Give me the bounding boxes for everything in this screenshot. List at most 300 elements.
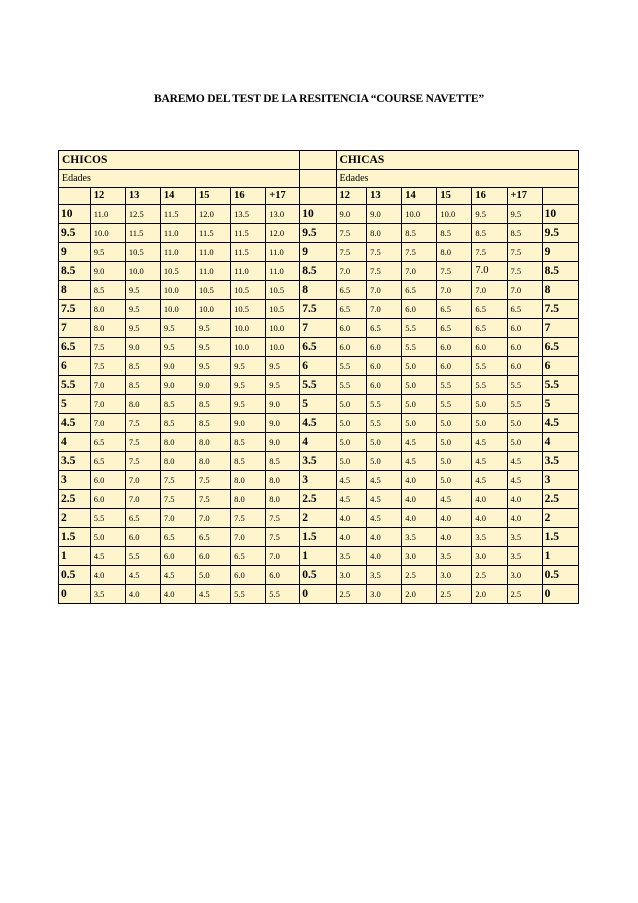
chicos-value: 11.0	[196, 262, 231, 281]
chicos-score: 5.5	[59, 375, 91, 394]
chicas-score: 1.5	[300, 527, 336, 546]
edades-row	[59, 169, 579, 187]
chicas-value: 5.0	[472, 394, 507, 413]
chicos-value: 11.5	[160, 205, 195, 224]
chicas-value: 6.0	[367, 337, 402, 356]
chicos-value: 6.0	[90, 470, 125, 489]
chicas-value: 5.0	[402, 375, 437, 394]
chicas-value: 4.0	[336, 508, 367, 527]
chicas-value: 7.0	[437, 280, 472, 299]
chicas-edades-label: Edades	[336, 169, 578, 187]
separator-cell	[300, 169, 336, 187]
chicas-value: 6.0	[472, 337, 507, 356]
chicos-value: 8.5	[90, 280, 125, 299]
chicos-value: 7.0	[125, 489, 160, 508]
chicos-value: 11.0	[266, 262, 300, 281]
chicas-value: 5.0	[507, 432, 542, 451]
chicas-value: 7.0	[402, 262, 437, 281]
chicas-value: 8.0	[367, 224, 402, 243]
chicos-value: 7.5	[231, 508, 266, 527]
chicos-value: 7.5	[125, 432, 160, 451]
table-row	[59, 432, 579, 451]
chicas-score-right: 6	[542, 356, 578, 375]
baremo-table	[58, 150, 579, 604]
chicas-value: 10.0	[402, 205, 437, 224]
chicas-value: 9.0	[367, 205, 402, 224]
chicas-value: 3.5	[472, 527, 507, 546]
chicas-value: 5.5	[437, 394, 472, 413]
chicas-score: 3	[300, 470, 336, 489]
chicos-value: 6.0	[266, 565, 300, 584]
chicas-score-right: 2.5	[542, 489, 578, 508]
chicos-value: 8.5	[196, 413, 231, 432]
chicas-value: 3.5	[507, 527, 542, 546]
chicas-value: 3.5	[402, 527, 437, 546]
chicas-value: 7.0	[472, 262, 507, 281]
chicos-value: 8.0	[160, 432, 195, 451]
chicos-value: 6.0	[196, 546, 231, 565]
chicos-value: 11.0	[160, 224, 195, 243]
chicos-value: 12.0	[266, 224, 300, 243]
chicas-value: 2.5	[507, 584, 542, 603]
table-row	[59, 546, 579, 565]
chicos-value: 10.0	[266, 318, 300, 337]
chicas-value: 4.5	[507, 451, 542, 470]
chicas-score-right: 1.5	[542, 527, 578, 546]
chicos-age: +17	[266, 187, 300, 205]
chicos-value: 9.0	[266, 394, 300, 413]
chicos-score: 0.5	[59, 565, 91, 584]
chicas-score: 8	[300, 280, 336, 299]
chicos-value: 9.0	[196, 375, 231, 394]
chicos-value: 9.0	[90, 262, 125, 281]
chicas-value: 3.0	[367, 584, 402, 603]
chicas-value: 6.5	[437, 299, 472, 318]
chicas-score-right: 0.5	[542, 565, 578, 584]
chicas-value: 9.5	[507, 205, 542, 224]
chicas-value: 5.5	[367, 413, 402, 432]
chicos-label: CHICOS	[59, 151, 300, 170]
chicas-score-right: 10	[542, 205, 578, 224]
chicas-value: 4.5	[367, 508, 402, 527]
chicas-score: 4.5	[300, 413, 336, 432]
chicas-value: 6.5	[472, 318, 507, 337]
chicas-value: 6.0	[437, 356, 472, 375]
chicas-value: 7.5	[336, 224, 367, 243]
chicos-value: 9.5	[125, 318, 160, 337]
chicas-value: 2.0	[402, 584, 437, 603]
chicas-score-right: 7	[542, 318, 578, 337]
chicos-value: 8.0	[231, 489, 266, 508]
chicas-value: 3.5	[437, 546, 472, 565]
chicas-value: 3.0	[336, 565, 367, 584]
chicas-value: 3.0	[472, 546, 507, 565]
chicas-value: 4.0	[367, 527, 402, 546]
chicas-age: +17	[507, 187, 542, 205]
chicos-value: 6.5	[90, 451, 125, 470]
chicos-score: 8.5	[59, 262, 91, 281]
chicas-score-right: 7.5	[542, 299, 578, 318]
chicas-value: 5.0	[336, 451, 367, 470]
chicas-value: 5.5	[472, 356, 507, 375]
table-row	[59, 508, 579, 527]
chicas-value: 4.5	[472, 470, 507, 489]
chicas-value: 4.5	[437, 489, 472, 508]
chicos-value: 9.5	[196, 337, 231, 356]
chicos-score: 10	[59, 205, 91, 224]
chicas-value: 4.5	[336, 489, 367, 508]
chicos-value: 6.5	[196, 527, 231, 546]
chicos-value: 7.0	[231, 527, 266, 546]
chicos-value: 11.0	[196, 243, 231, 262]
chicas-value: 3.5	[336, 546, 367, 565]
chicos-score: 5	[59, 394, 91, 413]
chicos-value: 12.5	[125, 205, 160, 224]
chicas-value: 3.5	[367, 565, 402, 584]
chicos-value: 8.0	[196, 451, 231, 470]
chicos-value: 7.0	[125, 470, 160, 489]
chicos-value: 5.5	[266, 584, 300, 603]
chicos-value: 9.5	[196, 318, 231, 337]
chicos-value: 8.5	[231, 432, 266, 451]
chicas-value: 5.0	[437, 451, 472, 470]
chicas-value: 6.5	[336, 299, 367, 318]
chicos-value: 8.0	[196, 432, 231, 451]
chicos-value: 11.5	[125, 224, 160, 243]
corner-cell	[542, 187, 578, 205]
chicas-value: 4.0	[472, 489, 507, 508]
chicos-value: 4.0	[125, 584, 160, 603]
chicos-value: 5.5	[125, 546, 160, 565]
chicos-value: 8.5	[160, 394, 195, 413]
chicas-value: 5.0	[507, 413, 542, 432]
chicas-label: CHICAS	[336, 151, 578, 170]
table-row	[59, 299, 579, 318]
chicas-value: 7.0	[336, 262, 367, 281]
chicos-value: 9.0	[266, 432, 300, 451]
chicos-score: 2	[59, 508, 91, 527]
chicos-value: 7.5	[196, 489, 231, 508]
chicas-value: 5.0	[336, 413, 367, 432]
chicas-value: 5.0	[402, 394, 437, 413]
chicos-value: 13.0	[266, 205, 300, 224]
chicos-value: 10.5	[231, 280, 266, 299]
chicos-value: 7.5	[125, 413, 160, 432]
chicas-value: 4.5	[472, 451, 507, 470]
chicas-value: 5.0	[336, 432, 367, 451]
chicas-value: 6.0	[402, 299, 437, 318]
chicas-score: 6.5	[300, 337, 336, 356]
chicos-value: 10.0	[160, 280, 195, 299]
chicas-value: 3.0	[402, 546, 437, 565]
chicos-value: 3.5	[90, 584, 125, 603]
table-row	[59, 356, 579, 375]
chicas-value: 2.5	[402, 565, 437, 584]
chicas-value: 5.0	[336, 394, 367, 413]
separator-cell	[300, 151, 336, 170]
chicas-score: 0	[300, 584, 336, 603]
chicas-score-right: 4	[542, 432, 578, 451]
chicas-score-right: 5	[542, 394, 578, 413]
chicos-value: 11.5	[196, 224, 231, 243]
table-row	[59, 565, 579, 584]
chicos-value: 8.5	[125, 375, 160, 394]
chicas-value: 6.0	[507, 356, 542, 375]
chicos-value: 10.0	[231, 337, 266, 356]
chicos-value: 5.5	[231, 584, 266, 603]
table-row	[59, 205, 579, 224]
chicos-value: 7.5	[160, 489, 195, 508]
chicos-value: 10.5	[125, 243, 160, 262]
document-title: BAREMO DEL TEST DE LA RESITENCIA “COURSE NAVETTE”	[154, 93, 484, 105]
table-row	[59, 470, 579, 489]
chicas-value: 4.0	[336, 527, 367, 546]
chicos-value: 11.0	[231, 262, 266, 281]
chicas-score-right: 8.5	[542, 262, 578, 281]
chicas-score-right: 1	[542, 546, 578, 565]
chicas-score: 10	[300, 205, 336, 224]
chicos-value: 4.0	[160, 584, 195, 603]
chicas-score-right: 0	[542, 584, 578, 603]
chicos-value: 9.0	[160, 356, 195, 375]
chicos-score: 6.5	[59, 337, 91, 356]
chicas-value: 4.0	[402, 489, 437, 508]
chicos-value: 10.5	[231, 299, 266, 318]
chicos-value: 10.5	[196, 280, 231, 299]
chicos-age: 12	[90, 187, 125, 205]
chicos-value: 7.0	[90, 413, 125, 432]
chicos-score: 0	[59, 584, 91, 603]
chicas-value: 4.0	[472, 508, 507, 527]
chicos-age: 13	[125, 187, 160, 205]
corner-cell	[59, 187, 91, 205]
chicos-value: 10.5	[160, 262, 195, 281]
chicos-value: 6.0	[160, 546, 195, 565]
chicas-age: 16	[472, 187, 507, 205]
chicos-value: 8.5	[231, 451, 266, 470]
chicos-value: 13.5	[231, 205, 266, 224]
chicos-value: 7.5	[196, 470, 231, 489]
chicas-value: 4.0	[402, 508, 437, 527]
chicas-value: 5.0	[437, 432, 472, 451]
chicos-score: 1.5	[59, 527, 91, 546]
chicas-value: 7.0	[367, 299, 402, 318]
chicos-value: 6.5	[90, 432, 125, 451]
chicos-value: 8.0	[160, 451, 195, 470]
chicas-value: 6.0	[507, 337, 542, 356]
chicos-score: 4	[59, 432, 91, 451]
chicas-value: 5.5	[437, 375, 472, 394]
table-row	[59, 394, 579, 413]
chicas-value: 4.0	[437, 527, 472, 546]
chicos-value: 10.0	[196, 299, 231, 318]
chicas-value: 7.0	[367, 280, 402, 299]
chicas-value: 5.5	[402, 318, 437, 337]
chicas-value: 4.0	[507, 489, 542, 508]
chicas-value: 5.0	[402, 356, 437, 375]
chicos-value: 8.0	[266, 489, 300, 508]
chicos-value: 10.0	[125, 262, 160, 281]
chicos-value: 9.5	[125, 299, 160, 318]
chicos-value: 9.5	[160, 337, 195, 356]
table-row	[59, 489, 579, 508]
chicas-value: 2.0	[472, 584, 507, 603]
chicos-value: 7.5	[160, 470, 195, 489]
chicas-score: 7.5	[300, 299, 336, 318]
chicos-age: 14	[160, 187, 195, 205]
chicos-value: 4.5	[90, 546, 125, 565]
chicas-value: 7.5	[472, 243, 507, 262]
chicas-value: 4.5	[402, 432, 437, 451]
chicas-value: 5.0	[402, 413, 437, 432]
chicas-value: 5.0	[367, 432, 402, 451]
table-row	[59, 224, 579, 243]
chicas-value: 4.0	[402, 470, 437, 489]
table-row	[59, 280, 579, 299]
table-row	[59, 527, 579, 546]
chicas-score: 9	[300, 243, 336, 262]
table-row	[59, 262, 579, 281]
chicas-value: 5.5	[402, 337, 437, 356]
chicas-value: 5.5	[507, 394, 542, 413]
chicos-value: 6.5	[231, 546, 266, 565]
chicas-score: 5	[300, 394, 336, 413]
chicas-value: 6.0	[336, 337, 367, 356]
chicas-age: 13	[367, 187, 402, 205]
chicos-value: 9.5	[196, 356, 231, 375]
chicas-value: 7.5	[336, 243, 367, 262]
chicos-value: 9.5	[231, 394, 266, 413]
chicas-value: 8.5	[472, 224, 507, 243]
chicos-score: 4.5	[59, 413, 91, 432]
chicas-value: 4.0	[507, 508, 542, 527]
chicos-value: 10.0	[231, 318, 266, 337]
chicas-score-right: 5.5	[542, 375, 578, 394]
chicas-value: 5.5	[336, 375, 367, 394]
chicas-value: 5.5	[472, 375, 507, 394]
chicas-score: 2	[300, 508, 336, 527]
separator-cell	[300, 187, 336, 205]
chicos-value: 9.0	[231, 413, 266, 432]
chicas-value: 7.0	[472, 280, 507, 299]
chicas-value: 8.0	[437, 243, 472, 262]
chicos-value: 11.0	[160, 243, 195, 262]
chicas-value: 7.0	[507, 280, 542, 299]
chicos-value: 8.0	[90, 299, 125, 318]
chicas-score-right: 3	[542, 470, 578, 489]
chicos-value: 7.0	[196, 508, 231, 527]
chicas-value: 6.5	[507, 299, 542, 318]
chicos-age: 16	[231, 187, 266, 205]
chicas-value: 6.5	[437, 318, 472, 337]
chicos-edades-label: Edades	[59, 169, 300, 187]
chicos-value: 6.5	[160, 527, 195, 546]
chicos-value: 6.0	[231, 565, 266, 584]
table-row	[59, 337, 579, 356]
chicos-score: 7.5	[59, 299, 91, 318]
chicas-value: 2.5	[437, 584, 472, 603]
chicas-value: 2.5	[336, 584, 367, 603]
chicos-value: 11.0	[266, 243, 300, 262]
chicos-value: 8.5	[125, 356, 160, 375]
chicos-score: 8	[59, 280, 91, 299]
chicos-value: 11.5	[231, 224, 266, 243]
chicos-value: 8.5	[266, 451, 300, 470]
chicos-value: 5.5	[90, 508, 125, 527]
chicas-value: 5.0	[472, 413, 507, 432]
chicas-score: 8.5	[300, 262, 336, 281]
chicas-value: 5.5	[336, 356, 367, 375]
chicos-value: 7.5	[266, 527, 300, 546]
chicas-score: 0.5	[300, 565, 336, 584]
chicos-value: 9.5	[160, 318, 195, 337]
section-header-row	[59, 151, 579, 170]
chicas-value: 4.0	[437, 508, 472, 527]
chicas-score: 3.5	[300, 451, 336, 470]
chicas-value: 7.5	[367, 243, 402, 262]
chicos-value: 10.0	[90, 224, 125, 243]
chicos-value: 7.5	[90, 337, 125, 356]
chicas-value: 6.5	[472, 299, 507, 318]
chicas-value: 4.5	[472, 432, 507, 451]
chicas-age: 12	[336, 187, 367, 205]
chicas-value: 3.0	[437, 565, 472, 584]
chicos-value: 9.5	[266, 356, 300, 375]
chicas-value: 3.0	[507, 565, 542, 584]
chicos-score: 9	[59, 243, 91, 262]
table-row	[59, 413, 579, 432]
chicos-value: 6.0	[90, 489, 125, 508]
chicos-value: 6.5	[125, 508, 160, 527]
chicos-value: 7.0	[160, 508, 195, 527]
chicas-value: 2.5	[472, 565, 507, 584]
chicas-score: 4	[300, 432, 336, 451]
table-row	[59, 375, 579, 394]
chicos-value: 8.5	[196, 394, 231, 413]
chicas-value: 4.5	[367, 470, 402, 489]
table-row	[59, 584, 579, 603]
chicos-value: 12.0	[196, 205, 231, 224]
table-row	[59, 243, 579, 262]
chicas-value: 6.0	[367, 356, 402, 375]
chicas-value: 5.0	[437, 470, 472, 489]
chicos-value: 4.0	[90, 565, 125, 584]
chicas-value: 6.0	[507, 318, 542, 337]
chicos-score: 2.5	[59, 489, 91, 508]
chicos-value: 10.0	[266, 337, 300, 356]
chicas-value: 7.5	[437, 262, 472, 281]
chicas-score: 9.5	[300, 224, 336, 243]
chicos-value: 4.5	[196, 584, 231, 603]
chicas-age: 15	[437, 187, 472, 205]
chicos-score: 6	[59, 356, 91, 375]
chicas-score: 2.5	[300, 489, 336, 508]
chicos-score: 7	[59, 318, 91, 337]
chicos-value: 9.0	[266, 413, 300, 432]
chicos-value: 8.0	[266, 470, 300, 489]
chicos-value: 10.5	[266, 299, 300, 318]
chicas-value: 4.5	[336, 470, 367, 489]
chicas-score-right: 9.5	[542, 224, 578, 243]
chicas-score-right: 8	[542, 280, 578, 299]
chicas-value: 6.0	[437, 337, 472, 356]
chicas-score-right: 3.5	[542, 451, 578, 470]
chicas-value: 7.5	[367, 262, 402, 281]
chicos-value: 9.0	[160, 375, 195, 394]
chicas-value: 4.5	[402, 451, 437, 470]
chicos-value: 4.5	[125, 565, 160, 584]
chicos-value: 7.5	[125, 451, 160, 470]
